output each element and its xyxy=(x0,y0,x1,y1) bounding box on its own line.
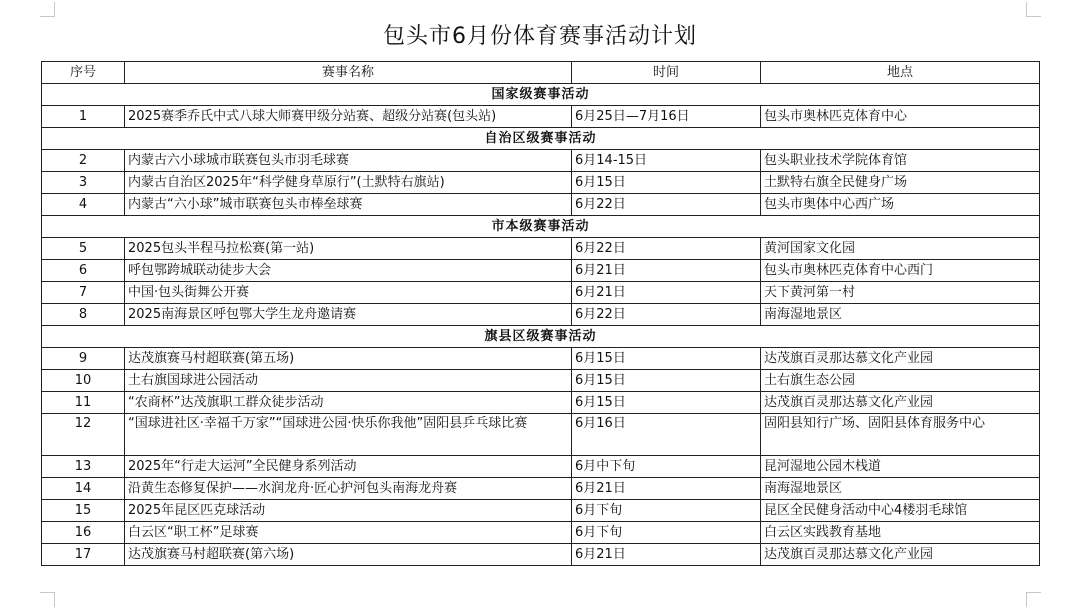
event-place: 包头市奥林匹克体育中心西门 xyxy=(761,260,1040,282)
event-name: 白云区“职工杯”足球赛 xyxy=(125,522,572,544)
crop-mark-bottom-left xyxy=(40,592,55,607)
table-row xyxy=(42,304,1040,326)
table-row xyxy=(42,370,1040,392)
event-place: 南海湿地景区 xyxy=(761,304,1040,326)
event-name: 内蒙古六小球城市联赛包头市羽毛球赛 xyxy=(125,150,572,172)
event-name: 2025赛季乔氏中式八球大师赛甲级分站赛、超级分站赛(包头站) xyxy=(125,106,572,128)
event-name: 达茂旗赛马村超联赛(第六场) xyxy=(125,544,572,566)
event-name: “国球进社区·幸福千万家”“国球进公园·快乐你我他”固阳县乒乓球比赛 xyxy=(125,414,572,456)
event-name: 达茂旗赛马村超联赛(第五场) xyxy=(125,348,572,370)
table-row xyxy=(42,348,1040,370)
event-place: 达茂旗百灵那达慕文化产业园 xyxy=(761,544,1040,566)
event-time: 6月中下旬 xyxy=(572,456,761,478)
crop-mark-bottom-right xyxy=(1026,592,1041,607)
header-time: 时间 xyxy=(572,62,761,84)
event-time: 6月下旬 xyxy=(572,500,761,522)
event-place: 黄河国家文化园 xyxy=(761,238,1040,260)
header-name: 赛事名称 xyxy=(125,62,572,84)
row-number: 7 xyxy=(42,282,125,304)
event-time: 6月15日 xyxy=(572,392,761,414)
header-place: 地点 xyxy=(761,62,1040,84)
row-number: 13 xyxy=(42,456,125,478)
row-number: 4 xyxy=(42,194,125,216)
row-number: 2 xyxy=(42,150,125,172)
section-title: 市本级赛事活动 xyxy=(42,216,1040,238)
header-no: 序号 xyxy=(42,62,125,84)
document-title: 包头市6月份体育赛事活动计划 xyxy=(383,24,697,49)
table-row xyxy=(42,478,1040,500)
table-row xyxy=(42,150,1040,172)
event-place: 包头市奥林匹克体育中心 xyxy=(761,106,1040,128)
table-row xyxy=(42,238,1040,260)
event-place: 固阳县知行广场、固阳县体育服务中心 xyxy=(761,414,1040,456)
event-name: 沿黄生态修复保护——水润龙舟·匠心护河包头南海龙舟赛 xyxy=(125,478,572,500)
table-row xyxy=(42,544,1040,566)
event-place: 土右旗生态公园 xyxy=(761,370,1040,392)
row-number: 14 xyxy=(42,478,125,500)
event-name: 内蒙古“六小球”城市联赛包头市棒垒球赛 xyxy=(125,194,572,216)
event-name: 内蒙古自治区2025年“科学健身草原行”(土默特右旗站) xyxy=(125,172,572,194)
row-number: 16 xyxy=(42,522,125,544)
section-title: 国家级赛事活动 xyxy=(42,84,1040,106)
event-time: 6月25日—7月16日 xyxy=(572,106,761,128)
event-time: 6月21日 xyxy=(572,478,761,500)
event-name: 中国·包头街舞公开赛 xyxy=(125,282,572,304)
row-number: 17 xyxy=(42,544,125,566)
section-row xyxy=(42,84,1040,106)
event-name: 呼包鄂跨城联动徒步大会 xyxy=(125,260,572,282)
event-place: 昆河湿地公园木栈道 xyxy=(761,456,1040,478)
event-name: 土右旗国球进公园活动 xyxy=(125,370,572,392)
event-time: 6月15日 xyxy=(572,348,761,370)
table-row xyxy=(42,500,1040,522)
row-number: 12 xyxy=(42,414,125,456)
event-place: 包头市奥体中心西广场 xyxy=(761,194,1040,216)
event-place: 包头职业技术学院体育馆 xyxy=(761,150,1040,172)
section-row xyxy=(42,216,1040,238)
event-time: 6月22日 xyxy=(572,304,761,326)
event-place: 达茂旗百灵那达慕文化产业园 xyxy=(761,392,1040,414)
event-place: 土默特右旗全民健身广场 xyxy=(761,172,1040,194)
crop-mark-top-right xyxy=(1026,2,1041,17)
event-time: 6月16日 xyxy=(572,414,761,456)
row-number: 11 xyxy=(42,392,125,414)
table-row xyxy=(42,414,1040,456)
table-row xyxy=(42,194,1040,216)
table-row xyxy=(42,456,1040,478)
section-title: 自治区级赛事活动 xyxy=(42,128,1040,150)
table-row xyxy=(42,282,1040,304)
table-row xyxy=(42,172,1040,194)
row-number: 1 xyxy=(42,106,125,128)
event-time: 6月下旬 xyxy=(572,522,761,544)
event-place: 达茂旗百灵那达慕文化产业园 xyxy=(761,348,1040,370)
table-row xyxy=(42,260,1040,282)
event-name: 2025年“行走大运河”全民健身系列活动 xyxy=(125,456,572,478)
event-place: 昆区全民健身活动中心4楼羽毛球馆 xyxy=(761,500,1040,522)
table-row xyxy=(42,106,1040,128)
event-time: 6月21日 xyxy=(572,282,761,304)
event-time: 6月15日 xyxy=(572,172,761,194)
crop-mark-top-left xyxy=(40,2,55,17)
section-row xyxy=(42,128,1040,150)
table-row xyxy=(42,392,1040,414)
event-time: 6月22日 xyxy=(572,238,761,260)
event-time: 6月21日 xyxy=(572,260,761,282)
row-number: 15 xyxy=(42,500,125,522)
row-number: 10 xyxy=(42,370,125,392)
event-time: 6月14-15日 xyxy=(572,150,761,172)
schedule-table xyxy=(41,61,1040,566)
event-time: 6月21日 xyxy=(572,544,761,566)
section-row xyxy=(42,326,1040,348)
event-place: 白云区实践教育基地 xyxy=(761,522,1040,544)
event-place: 天下黄河第一村 xyxy=(761,282,1040,304)
row-number: 3 xyxy=(42,172,125,194)
event-time: 6月22日 xyxy=(572,194,761,216)
table-row xyxy=(42,522,1040,544)
event-name: 2025包头半程马拉松赛(第一站) xyxy=(125,238,572,260)
event-name: 2025年昆区匹克球活动 xyxy=(125,500,572,522)
section-title: 旗县区级赛事活动 xyxy=(42,326,1040,348)
row-number: 9 xyxy=(42,348,125,370)
header-row xyxy=(42,62,1040,84)
row-number: 6 xyxy=(42,260,125,282)
event-name: 2025南海景区呼包鄂大学生龙舟邀请赛 xyxy=(125,304,572,326)
event-name: “农商杯”达茂旗职工群众徒步活动 xyxy=(125,392,572,414)
event-time: 6月15日 xyxy=(572,370,761,392)
row-number: 5 xyxy=(42,238,125,260)
event-place: 南海湿地景区 xyxy=(761,478,1040,500)
row-number: 8 xyxy=(42,304,125,326)
